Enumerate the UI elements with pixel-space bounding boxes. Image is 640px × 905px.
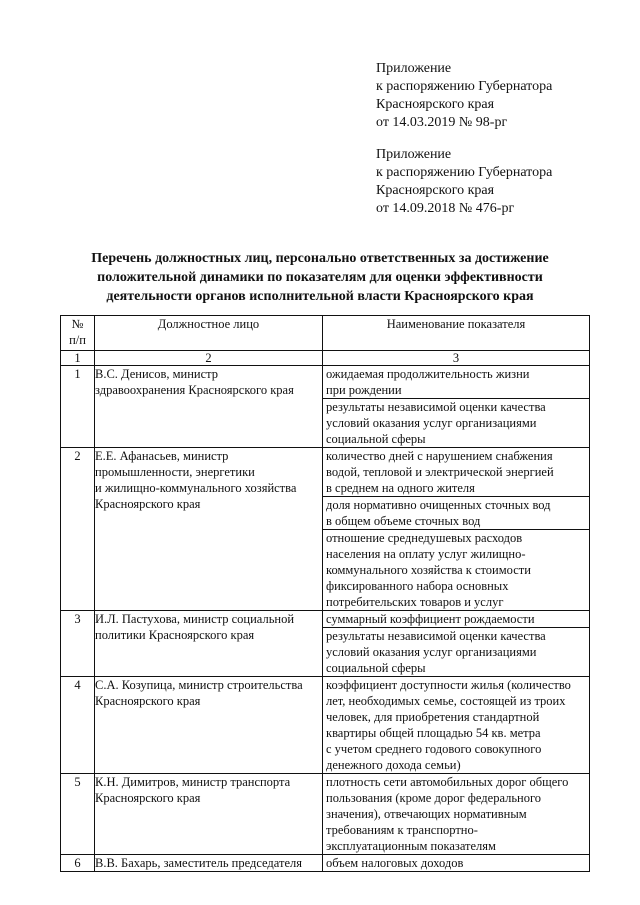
- indicator-line: значения), отвечающих нормативным: [326, 807, 527, 821]
- indicator-line: суммарный коэффициент рождаемости: [326, 612, 535, 626]
- indicator-item: [323, 611, 589, 627]
- official-cell: [95, 366, 323, 448]
- indicator-item: [323, 855, 589, 871]
- appendix-2-line: Красноярского края: [376, 183, 495, 198]
- appendix-block-1: [376, 60, 552, 132]
- appendix-1-line: Приложение: [376, 61, 452, 76]
- indicator-line: требованиям к транспортно-: [326, 823, 478, 837]
- official-cell: [95, 611, 323, 677]
- indicator-item: [323, 529, 589, 610]
- indicator-line: пользования (кроме дорог федерального: [326, 791, 542, 805]
- indicators-cell: [323, 855, 590, 872]
- official-line: промышленности, энергетики: [95, 465, 255, 479]
- appendix-1-line: Красноярского края: [376, 97, 495, 112]
- indicator-line: в общем объеме сточных вод: [326, 514, 481, 528]
- indicator-line: условий оказания услуг организациями: [326, 645, 537, 659]
- indicator-line: населения на оплату услуг жилищно-: [326, 547, 526, 561]
- indicators-cell: [323, 366, 590, 448]
- column-number: 1: [61, 351, 95, 366]
- row-number: 5: [61, 774, 95, 855]
- header-num-line2: п/п: [69, 333, 86, 347]
- indicator-line: человек, для приобретения стандартной: [326, 710, 540, 724]
- appendix-block-2: [376, 146, 552, 218]
- indicator-item: [323, 677, 589, 773]
- indicator-line: в среднем на одного жителя: [326, 481, 475, 495]
- official-line: В.С. Денисов, министр: [95, 367, 218, 381]
- indicator-item: [323, 627, 589, 676]
- official-line: К.Н. Димитров, министр транспорта: [95, 775, 291, 789]
- official-line: политики Красноярского края: [95, 628, 255, 642]
- indicator-line: результаты независимой оценки качества: [326, 629, 546, 643]
- appendix-2-line: к распоряжению Губернатора: [376, 165, 553, 180]
- indicator-item: [323, 774, 589, 854]
- row-number: 6: [61, 855, 95, 872]
- appendix-2-line: от 14.09.2018 № 476-рг: [376, 201, 515, 216]
- official-line: В.В. Бахарь, заместитель председателя: [95, 856, 302, 870]
- title-line: деятельности органов исполнительной власти Красноярского края: [106, 289, 534, 304]
- official-line: Красноярского края: [95, 497, 201, 511]
- indicator-line: социальной сферы: [326, 661, 426, 675]
- indicator-line: коммунального хозяйства к стоимости: [326, 563, 531, 577]
- row-number: 1: [61, 366, 95, 448]
- appendix-1-line: к распоряжению Губернатора: [376, 79, 553, 94]
- officials-table: [60, 315, 590, 872]
- indicator-line: количество дней с нарушением снабжения: [326, 449, 553, 463]
- table-header-row: [61, 316, 590, 351]
- indicator-line: квартиры общей площадью 54 кв. метра: [326, 726, 541, 740]
- indicator-item: [323, 366, 589, 398]
- official-cell: [95, 677, 323, 774]
- official-line: Красноярского края: [95, 694, 201, 708]
- title-line: Перечень должностных лиц, персонально ответственных за достижение: [91, 251, 549, 266]
- column-number: 3: [323, 351, 590, 366]
- indicator-line: результаты независимой оценки качества: [326, 400, 546, 414]
- indicator-item: [323, 398, 589, 447]
- indicator-line: денежного дохода семьи): [326, 758, 461, 772]
- indicator-line: объем налоговых доходов: [326, 856, 464, 870]
- indicator-line: условий оказания услуг организациями: [326, 416, 537, 430]
- official-line: И.Л. Пастухова, министр социальной: [95, 612, 295, 626]
- indicator-line: с учетом среднего годового совокупного: [326, 742, 542, 756]
- indicators-cell: [323, 448, 590, 611]
- table-row: [61, 855, 590, 872]
- official-line: С.А. Козупица, министр строительства: [95, 678, 303, 692]
- official-line: Е.Е. Афанасьев, министр: [95, 449, 229, 463]
- indicators-cell: [323, 774, 590, 855]
- title-line: положительной динамики по показателям для оценки эффективности: [97, 270, 543, 285]
- indicator-line: плотность сети автомобильных дорог общего: [326, 775, 569, 789]
- row-number: 3: [61, 611, 95, 677]
- header-num: [61, 316, 95, 351]
- header-person: Должностное лицо: [95, 316, 323, 351]
- appendix-2-line: Приложение: [376, 147, 452, 162]
- document-title: [40, 249, 600, 306]
- indicator-line: доля нормативно очищенных сточных вод: [326, 498, 551, 512]
- official-cell: [95, 774, 323, 855]
- indicator-line: социальной сферы: [326, 432, 426, 446]
- header-num-line1: №: [71, 317, 84, 331]
- indicators-cell: [323, 677, 590, 774]
- table-row: [61, 774, 590, 855]
- indicators-cell: [323, 611, 590, 677]
- indicator-line: при рождении: [326, 383, 402, 397]
- indicator-line: коэффициент доступности жилья (количество: [326, 678, 571, 692]
- indicator-line: фиксированного набора основных: [326, 579, 509, 593]
- official-cell: [95, 448, 323, 611]
- indicator-line: эксплуатационным показателям: [326, 839, 496, 853]
- table-row: [61, 611, 590, 677]
- table-row: [61, 448, 590, 611]
- official-line: и жилищно-коммунального хозяйства: [95, 481, 297, 495]
- indicator-line: отношение среднедушевых расходов: [326, 531, 523, 545]
- column-number-row: [61, 351, 590, 366]
- official-cell: [95, 855, 323, 872]
- table-row: [61, 366, 590, 448]
- table-row: [61, 677, 590, 774]
- row-number: 2: [61, 448, 95, 611]
- header-indicator: Наименование показателя: [323, 316, 590, 351]
- indicator-item: [323, 496, 589, 529]
- column-number: 2: [95, 351, 323, 366]
- official-line: здравоохранения Красноярского края: [95, 383, 294, 397]
- appendix-1-line: от 14.03.2019 № 98-рг: [376, 115, 508, 130]
- official-line: Красноярского края: [95, 791, 201, 805]
- indicator-item: [323, 448, 589, 496]
- indicator-line: потребительских товаров и услуг: [326, 595, 504, 609]
- indicator-line: ожидаемая продолжительность жизни: [326, 367, 530, 381]
- indicator-line: лет, необходимых семье, состоящей из троих: [326, 694, 566, 708]
- table-body: [61, 366, 590, 872]
- row-number: 4: [61, 677, 95, 774]
- indicator-line: водой, тепловой и электрической энергией: [326, 465, 554, 479]
